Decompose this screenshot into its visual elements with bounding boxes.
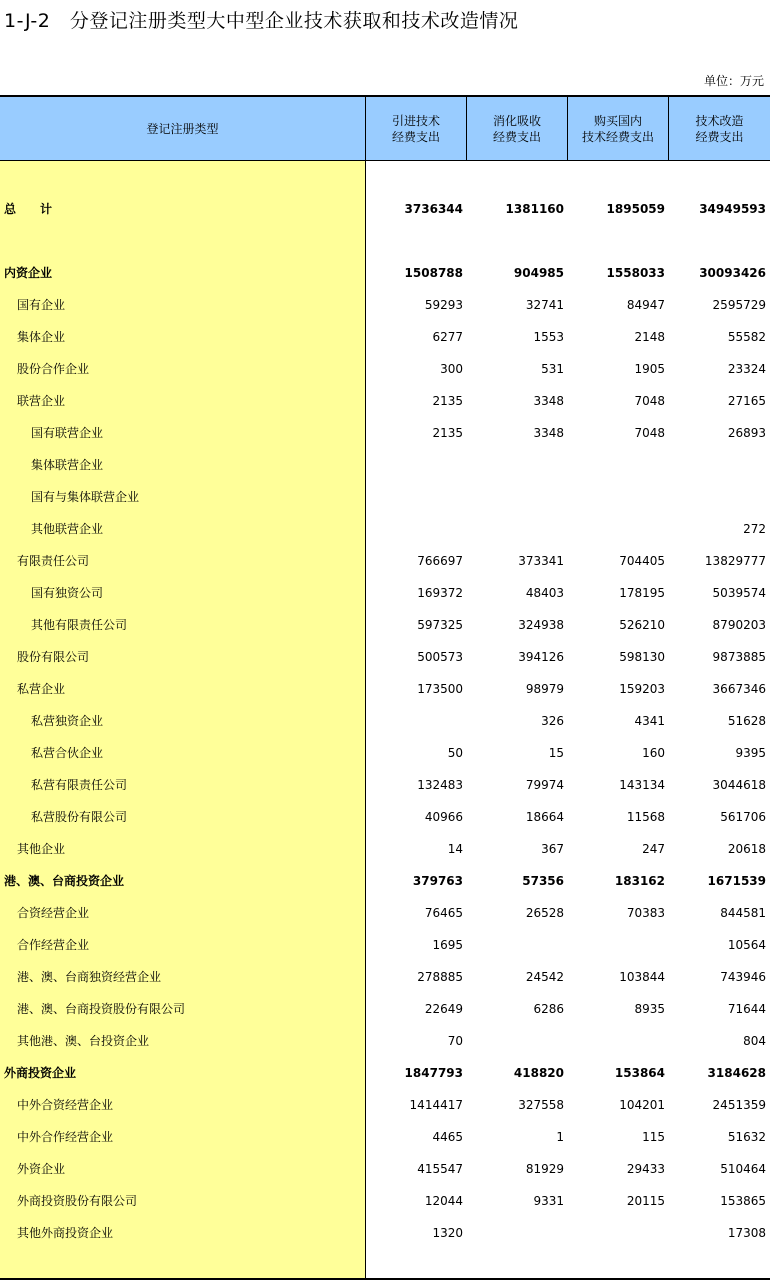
cell-col3: 4341 <box>634 714 665 728</box>
cell-col3: 159203 <box>619 682 665 696</box>
cell-col2: 79974 <box>525 778 564 792</box>
row-label: 股份合作企业 <box>17 362 90 376</box>
cell-col4: 272 <box>743 522 766 536</box>
row-label: 合资经营企业 <box>17 906 90 920</box>
table-row <box>0 673 770 705</box>
table-row <box>0 513 770 545</box>
header-category-label: 登记注册类型 <box>146 121 219 136</box>
cell-col4: 34949593 <box>699 202 766 216</box>
cell-col3: 526210 <box>619 618 665 632</box>
cell-col3: 598130 <box>619 650 665 664</box>
cell-col4: 3667346 <box>712 682 766 696</box>
row-label: 联营企业 <box>17 394 66 408</box>
cell-col3: 704405 <box>619 554 665 568</box>
table-bottom-border <box>0 1278 770 1280</box>
table-row <box>0 993 770 1025</box>
cell-col4: 561706 <box>720 810 766 824</box>
cell-col4: 3044618 <box>712 778 766 792</box>
cell-col2: 904985 <box>513 266 564 280</box>
cell-col3: 2148 <box>634 330 665 344</box>
cell-col3: 160 <box>642 746 665 760</box>
cell-col1: 3736344 <box>404 202 463 216</box>
table-row <box>0 545 770 577</box>
cell-col1: 300 <box>440 362 463 376</box>
header-col1-line2: 经费支出 <box>391 129 440 144</box>
table-row <box>0 929 770 961</box>
table-row <box>0 193 770 225</box>
cell-col4: 20618 <box>727 842 766 856</box>
cell-col4: 5039574 <box>712 586 766 600</box>
cell-col4: 1671539 <box>707 874 766 888</box>
cell-col2: 418820 <box>513 1066 564 1080</box>
row-label: 其他有限责任公司 <box>31 618 128 632</box>
cell-col1: 169372 <box>417 586 463 600</box>
cell-col2: 9331 <box>533 1194 564 1208</box>
cell-col3: 153864 <box>614 1066 665 1080</box>
table-row <box>0 321 770 353</box>
cell-col3: 1905 <box>634 362 665 376</box>
cell-col4: 844581 <box>720 906 766 920</box>
row-label: 其他港、澳、台投资企业 <box>17 1034 150 1048</box>
cell-col4: 10564 <box>727 938 766 952</box>
table-row <box>0 577 770 609</box>
cell-col4: 9873885 <box>712 650 766 664</box>
cell-col4: 17308 <box>727 1226 766 1240</box>
row-label: 其他企业 <box>17 842 66 856</box>
cell-col1: 500573 <box>417 650 463 664</box>
cell-col1: 14 <box>447 842 463 856</box>
table-row <box>0 417 770 449</box>
row-label: 港、澳、台商投资股份有限公司 <box>17 1002 186 1016</box>
cell-col2: 57356 <box>522 874 564 888</box>
cell-col4: 743946 <box>720 970 766 984</box>
table-row <box>0 961 770 993</box>
cell-col2: 394126 <box>518 650 564 664</box>
header-col2-line1: 消化吸收 <box>492 113 541 128</box>
row-label: 国有联营企业 <box>31 426 104 440</box>
cell-col4: 2595729 <box>712 298 766 312</box>
row-label: 外资企业 <box>17 1162 66 1176</box>
cell-col1: 132483 <box>417 778 463 792</box>
cell-col3: 115 <box>642 1130 665 1144</box>
cell-col4: 71644 <box>727 1002 766 1016</box>
cell-col1: 1695 <box>432 938 463 952</box>
cell-col1: 4465 <box>432 1130 463 1144</box>
page-title: 1-J-2 分登记注册类型大中型企业技术获取和技术改造情况 <box>4 10 519 32</box>
table-row <box>0 449 770 481</box>
cell-col4: 153865 <box>720 1194 766 1208</box>
cell-col4: 8790203 <box>712 618 766 632</box>
column-divider <box>668 97 669 160</box>
table-row <box>0 769 770 801</box>
header-category <box>0 97 365 160</box>
cell-col3: 104201 <box>619 1098 665 1112</box>
row-label: 私营合伙企业 <box>31 746 104 760</box>
cell-col3: 1558033 <box>606 266 665 280</box>
cell-col4: 51628 <box>727 714 766 728</box>
cell-col2: 327558 <box>518 1098 564 1112</box>
cell-col1: 50 <box>447 746 463 760</box>
cell-col1: 40966 <box>424 810 463 824</box>
header-col3-line1: 购买国内 <box>593 113 642 128</box>
row-label: 合作经营企业 <box>17 938 90 952</box>
cell-col3: 247 <box>642 842 665 856</box>
cell-col1: 1508788 <box>404 266 463 280</box>
row-label: 总 计 <box>4 202 53 216</box>
cell-col3: 103844 <box>619 970 665 984</box>
header-col1-line1: 引进技术 <box>391 113 440 128</box>
table-row <box>0 353 770 385</box>
cell-col3: 29433 <box>626 1162 665 1176</box>
table-row <box>0 705 770 737</box>
table-header <box>0 97 770 161</box>
header-col3 <box>568 97 668 160</box>
cell-col1: 76465 <box>424 906 463 920</box>
row-label: 国有与集体联营企业 <box>31 490 140 504</box>
header-col4 <box>669 97 770 160</box>
cell-col1: 415547 <box>417 1162 463 1176</box>
row-label: 中外合作经营企业 <box>17 1130 114 1144</box>
row-label: 外商投资股份有限公司 <box>17 1194 138 1208</box>
cell-col2: 26528 <box>525 906 564 920</box>
cell-col4: 26893 <box>727 426 766 440</box>
table-row <box>0 737 770 769</box>
row-label: 国有企业 <box>17 298 66 312</box>
table-row <box>0 609 770 641</box>
row-label: 内资企业 <box>4 266 53 280</box>
cell-col3: 11568 <box>626 810 665 824</box>
cell-col1: 22649 <box>424 1002 463 1016</box>
cell-col1: 70 <box>447 1034 463 1048</box>
table-row <box>0 385 770 417</box>
cell-col2: 81929 <box>525 1162 564 1176</box>
cell-col3: 178195 <box>619 586 665 600</box>
row-label: 私营有限责任公司 <box>31 778 128 792</box>
table-row <box>0 801 770 833</box>
header-col2 <box>467 97 567 160</box>
header-col2-line2: 经费支出 <box>492 129 541 144</box>
table-row <box>0 865 770 897</box>
row-label: 集体企业 <box>17 330 66 344</box>
cell-col4: 3184628 <box>707 1066 766 1080</box>
cell-col1: 278885 <box>417 970 463 984</box>
cell-col3: 8935 <box>634 1002 665 1016</box>
cell-col4: 804 <box>743 1034 766 1048</box>
header-col1 <box>366 97 466 160</box>
cell-col2: 531 <box>541 362 564 376</box>
cell-col3: 70383 <box>626 906 665 920</box>
cell-col3: 7048 <box>634 394 665 408</box>
cell-col4: 30093426 <box>699 266 766 280</box>
row-label: 港、澳、台商独资经营企业 <box>17 970 162 984</box>
cell-col4: 2451359 <box>712 1098 766 1112</box>
cell-col2: 48403 <box>525 586 564 600</box>
cell-col2: 15 <box>548 746 564 760</box>
cell-col1: 1847793 <box>404 1066 463 1080</box>
cell-col4: 23324 <box>727 362 766 376</box>
cell-col2: 373341 <box>518 554 564 568</box>
row-label: 私营独资企业 <box>31 714 104 728</box>
table-row <box>0 289 770 321</box>
cell-col3: 1895059 <box>606 202 665 216</box>
cell-col4: 27165 <box>727 394 766 408</box>
cell-col1: 379763 <box>412 874 463 888</box>
cell-col3: 7048 <box>634 426 665 440</box>
cell-col3: 20115 <box>626 1194 665 1208</box>
row-label: 集体联营企业 <box>31 458 104 472</box>
cell-col2: 1381160 <box>505 202 564 216</box>
row-label: 港、澳、台商投资企业 <box>4 874 125 888</box>
cell-col4: 51632 <box>727 1130 766 1144</box>
cell-col4: 9395 <box>735 746 766 760</box>
row-label: 其他联营企业 <box>31 522 104 536</box>
cell-col2: 18664 <box>525 810 564 824</box>
column-divider <box>466 97 467 160</box>
cell-col3: 183162 <box>614 874 665 888</box>
row-label: 国有独资公司 <box>31 586 104 600</box>
cell-col1: 173500 <box>417 682 463 696</box>
table-row <box>0 897 770 929</box>
cell-col4: 55582 <box>727 330 766 344</box>
cell-col2: 326 <box>541 714 564 728</box>
cell-col1: 59293 <box>424 298 463 312</box>
row-label: 外商投资企业 <box>4 1066 77 1080</box>
table-row <box>0 481 770 513</box>
table-row <box>0 833 770 865</box>
table-row <box>0 1185 770 1217</box>
cell-col3: 143134 <box>619 778 665 792</box>
header-col3-line2: 技术经费支出 <box>581 129 654 144</box>
row-label: 中外合资经营企业 <box>17 1098 114 1112</box>
table-row <box>0 257 770 289</box>
cell-col1: 1414417 <box>409 1098 463 1112</box>
table-row <box>0 1153 770 1185</box>
cell-col3: 84947 <box>626 298 665 312</box>
unit-label: 单位：万元 <box>703 74 764 88</box>
cell-col2: 1553 <box>533 330 564 344</box>
table-row <box>0 1217 770 1249</box>
cell-col1: 12044 <box>424 1194 463 1208</box>
cell-col2: 24542 <box>525 970 564 984</box>
header-col4-line1: 技术改造 <box>695 113 744 128</box>
cell-col1: 6277 <box>432 330 463 344</box>
row-label: 私营企业 <box>17 682 66 696</box>
row-label: 其他外商投资企业 <box>17 1226 114 1240</box>
cell-col1: 2135 <box>432 426 463 440</box>
cell-col1: 2135 <box>432 394 463 408</box>
table-row <box>0 1025 770 1057</box>
header-col4-line2: 经费支出 <box>695 129 744 144</box>
cell-col2: 3348 <box>533 426 564 440</box>
cell-col2: 3348 <box>533 394 564 408</box>
cell-col4: 13829777 <box>704 554 766 568</box>
table-row <box>0 1121 770 1153</box>
table-row <box>0 1057 770 1089</box>
cell-col1: 597325 <box>417 618 463 632</box>
table-row <box>0 641 770 673</box>
column-divider <box>567 97 568 160</box>
row-label: 私营股份有限公司 <box>31 810 128 824</box>
cell-col2: 98979 <box>525 682 564 696</box>
row-label: 股份有限公司 <box>17 650 90 664</box>
cell-col1: 1320 <box>432 1226 463 1240</box>
cell-col2: 367 <box>541 842 564 856</box>
cell-col2: 324938 <box>518 618 564 632</box>
cell-col2: 32741 <box>525 298 564 312</box>
cell-col1: 766697 <box>417 554 463 568</box>
table-row <box>0 1089 770 1121</box>
cell-col2: 6286 <box>533 1002 564 1016</box>
cell-col4: 510464 <box>720 1162 766 1176</box>
cell-col2: 1 <box>556 1130 564 1144</box>
row-label: 有限责任公司 <box>17 554 90 568</box>
